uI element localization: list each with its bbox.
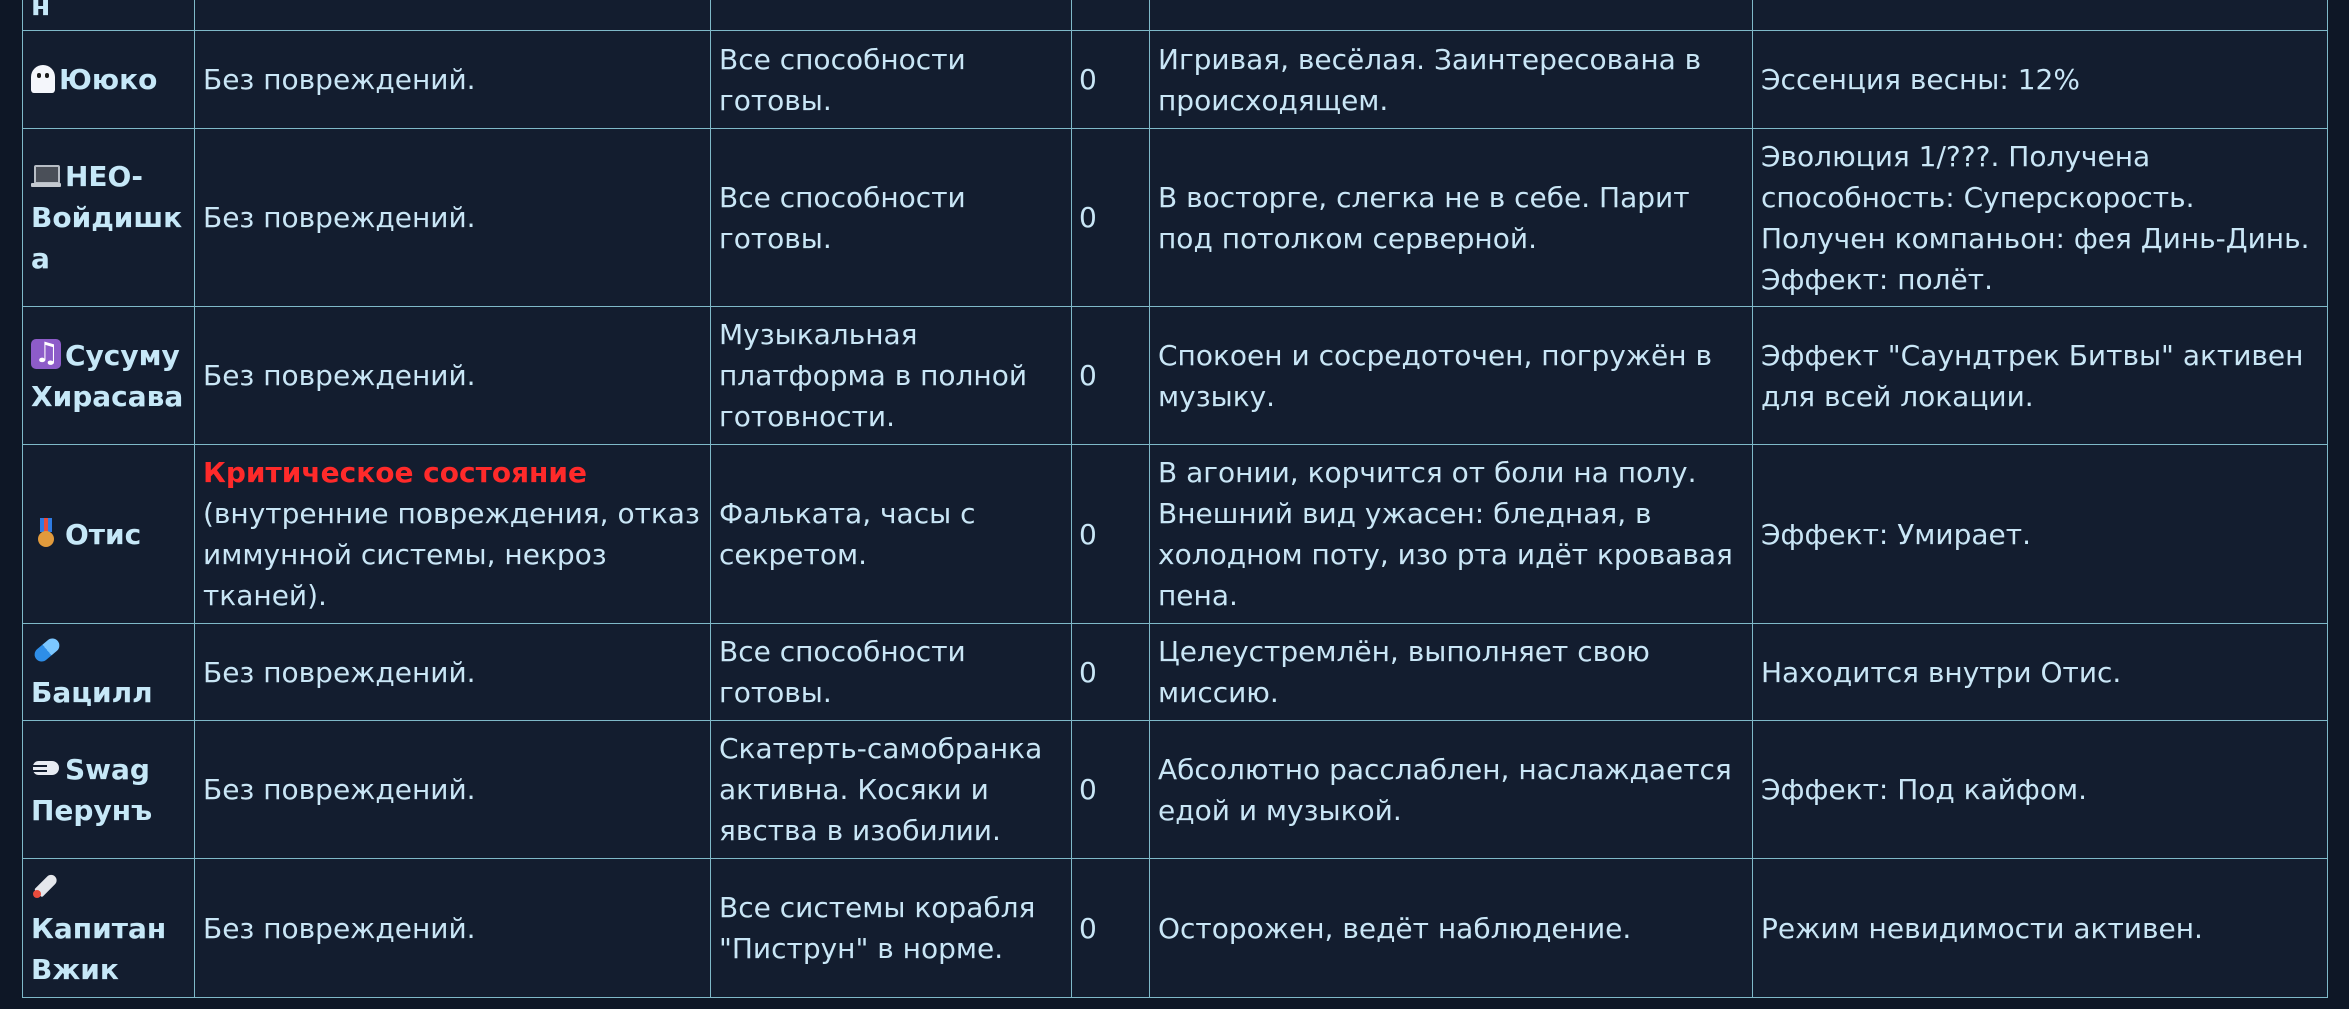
state-cell: Игривая, весёлая. Заинтересована в происходящем.	[1150, 31, 1753, 129]
value-cell: 0	[1072, 129, 1150, 307]
table-row	[23, 721, 2328, 859]
table-row	[23, 624, 2328, 721]
character-status-table	[22, 0, 2328, 998]
dash-icon	[31, 753, 61, 783]
effects-cell: Находится внутри Отис.	[1753, 624, 2328, 721]
damage-cell: Без повреждений.	[195, 129, 711, 307]
table-row	[23, 0, 2328, 31]
character-name-cell	[23, 307, 195, 445]
state-cell: Осторожен, ведёт наблюдение.	[1150, 859, 1753, 998]
value-cell: 0	[1072, 307, 1150, 445]
damage-cell: Без повреждений.	[195, 624, 711, 721]
damage-cell	[195, 445, 711, 624]
character-name: Ююко	[59, 63, 158, 96]
effects-cell: Режим невидимости активен.	[1753, 859, 2328, 998]
status-table-container	[22, 0, 2327, 998]
character-name: Капитан Вжик	[31, 911, 167, 986]
damage-cell: Без повреждений.	[195, 307, 711, 445]
character-name-cell	[23, 624, 195, 721]
table-row	[23, 31, 2328, 129]
abilities-cell: Все способности готовы.	[711, 624, 1072, 721]
abilities-cell: Все системы корабля "Пиструн" в норме.	[711, 859, 1072, 998]
character-name: Отис	[65, 517, 142, 551]
character-name: Бацилл	[31, 676, 153, 709]
character-name-cell	[23, 445, 195, 624]
character-name: Swag Перунъ	[31, 752, 153, 827]
damage-cell: Без повреждений.	[195, 31, 711, 129]
abilities-cell: Все способности готовы.	[711, 129, 1072, 307]
critical-status-label: Критическое состояние	[203, 456, 588, 489]
character-name: Сусуму Хирасава	[31, 338, 184, 413]
abilities-cell: Музыкальная платформа в полной готовности.	[711, 307, 1072, 445]
state-cell: Целеустремлён, выполняет свою миссию.	[1150, 624, 1753, 721]
damage-cell: Без повреждений.	[195, 721, 711, 859]
table-row	[23, 445, 2328, 624]
laptop-icon	[31, 160, 61, 190]
pill-icon	[31, 635, 61, 665]
state-cell	[1150, 0, 1753, 31]
value-cell: 0	[1072, 859, 1150, 998]
effects-cell: Эффект: Под кайфом.	[1753, 721, 2328, 859]
value-cell: 0	[1072, 31, 1150, 129]
state-cell: Спокоен и сосредоточен, погружён в музыку.	[1150, 307, 1753, 445]
value-cell: 0	[1072, 624, 1150, 721]
state-cell: В восторге, слегка не в себе. Парит под потолком серверной.	[1150, 129, 1753, 307]
rocket-icon	[31, 871, 61, 901]
damage-cell: Без повреждений.	[195, 859, 711, 998]
ghost-icon	[31, 65, 55, 93]
character-name-cell	[23, 31, 195, 129]
table-row	[23, 859, 2328, 998]
abilities-cell: Все способности готовы.	[711, 31, 1072, 129]
effects-cell: Эффект: Умирает.	[1753, 445, 2328, 624]
effects-cell	[1753, 0, 2328, 31]
effects-cell: Эффект "Саундтрек Битвы" активен для всей локации.	[1753, 307, 2328, 445]
table-row	[23, 129, 2328, 307]
character-name: н	[23, 0, 195, 31]
table-row	[23, 307, 2328, 445]
abilities-cell	[711, 0, 1072, 31]
value-cell: 0	[1072, 445, 1150, 624]
character-name-cell	[23, 129, 195, 307]
abilities-cell: Фальката, часы с секретом.	[711, 445, 1072, 624]
effects-cell: Эссенция весны: 12%	[1753, 31, 2328, 129]
state-cell: Абсолютно расслаблен, наслаждается едой и музыкой.	[1150, 721, 1753, 859]
medal-icon	[31, 518, 61, 548]
damage-cell	[195, 0, 711, 31]
musical-notes-icon	[31, 339, 61, 369]
character-name-cell	[23, 721, 195, 859]
abilities-cell: Скатерть-самобранка активна. Косяки и явства в изобилии.	[711, 721, 1072, 859]
effects-cell: Эволюция 1/???. Получена способность: Суперскорость. Получен компаньон: фея Динь-Динь. Эффект: полёт.	[1753, 129, 2328, 307]
character-name-cell	[23, 859, 195, 998]
character-name: НЕО-Войдишка	[31, 160, 183, 275]
damage-details: (внутренние повреждения, отказ иммунной системы, некроз тканей).	[203, 497, 700, 612]
value-cell	[1072, 0, 1150, 31]
state-cell: В агонии, корчится от боли на полу. Внешний вид ужасен: бледная, в холодном поту, изо рта идёт кровавая пена.	[1150, 445, 1753, 624]
value-cell: 0	[1072, 721, 1150, 859]
